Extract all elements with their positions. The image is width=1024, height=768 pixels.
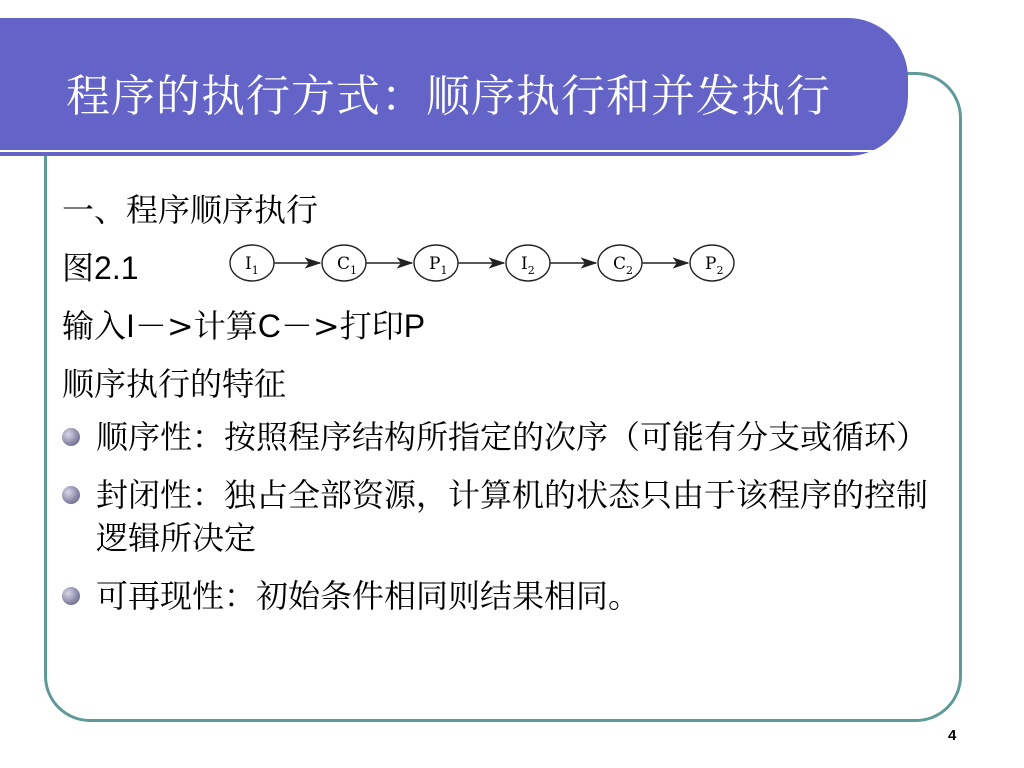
io-i: I bbox=[126, 308, 135, 344]
diagram-node-label: $P_1$ bbox=[429, 254, 448, 277]
diagram-node-c2 bbox=[598, 245, 642, 281]
figure-label-cjk: 图 bbox=[62, 249, 95, 287]
bullet-item bbox=[62, 575, 942, 618]
io-arrow-2: －> bbox=[280, 307, 340, 345]
slide-title: 程序的执行方式：顺序执行和并发执行 bbox=[66, 71, 831, 122]
io-arrow-1: －> bbox=[134, 307, 194, 345]
diagram-node-i2 bbox=[506, 245, 550, 281]
title-underline bbox=[0, 150, 876, 152]
page-number: 4 bbox=[948, 727, 957, 744]
io-c: C bbox=[257, 308, 281, 344]
io-input: 输入 bbox=[62, 307, 127, 345]
io-compute: 计算 bbox=[193, 307, 258, 345]
diagram-node-label: $P_2$ bbox=[705, 254, 724, 277]
diagram-node-label: $I_1$ bbox=[245, 254, 259, 277]
diagram-node-p1 bbox=[414, 245, 458, 281]
bullet-text: 封闭性：独占全部资源，计算机的状态只由于该程序的控制逻辑所决定 bbox=[96, 476, 929, 557]
feature-list bbox=[62, 416, 942, 618]
io-line bbox=[62, 300, 942, 358]
bullet-item bbox=[62, 474, 942, 560]
title-band bbox=[0, 18, 908, 156]
io-print: 打印 bbox=[339, 307, 404, 345]
bullet-text: 可再现性：初始条件相同则结果相同。 bbox=[96, 577, 641, 615]
diagram-node-i1 bbox=[230, 245, 274, 281]
bullet-dot-icon bbox=[62, 428, 80, 446]
diagram-node-label: $C_1$ bbox=[337, 254, 358, 277]
diagram-node-label: $C_2$ bbox=[613, 254, 634, 277]
sequential-execution-diagram bbox=[228, 238, 748, 288]
bullet-item bbox=[62, 416, 942, 459]
io-p: P bbox=[403, 308, 426, 344]
diagram-node-c1 bbox=[322, 245, 366, 281]
diagram-node-p2 bbox=[690, 245, 734, 281]
bullet-dot-icon bbox=[62, 486, 80, 504]
bullet-text: 顺序性：按照程序结构所指定的次序（可能有分支或循环） bbox=[96, 418, 929, 456]
bullet-dot-icon bbox=[62, 587, 80, 605]
diagram-node-label: $I_2$ bbox=[521, 254, 535, 277]
features-heading: 顺序执行的特征 bbox=[62, 365, 287, 403]
section-heading: 一、程序顺序执行 bbox=[62, 191, 319, 229]
figure-label-number: 2.1 bbox=[94, 250, 139, 286]
